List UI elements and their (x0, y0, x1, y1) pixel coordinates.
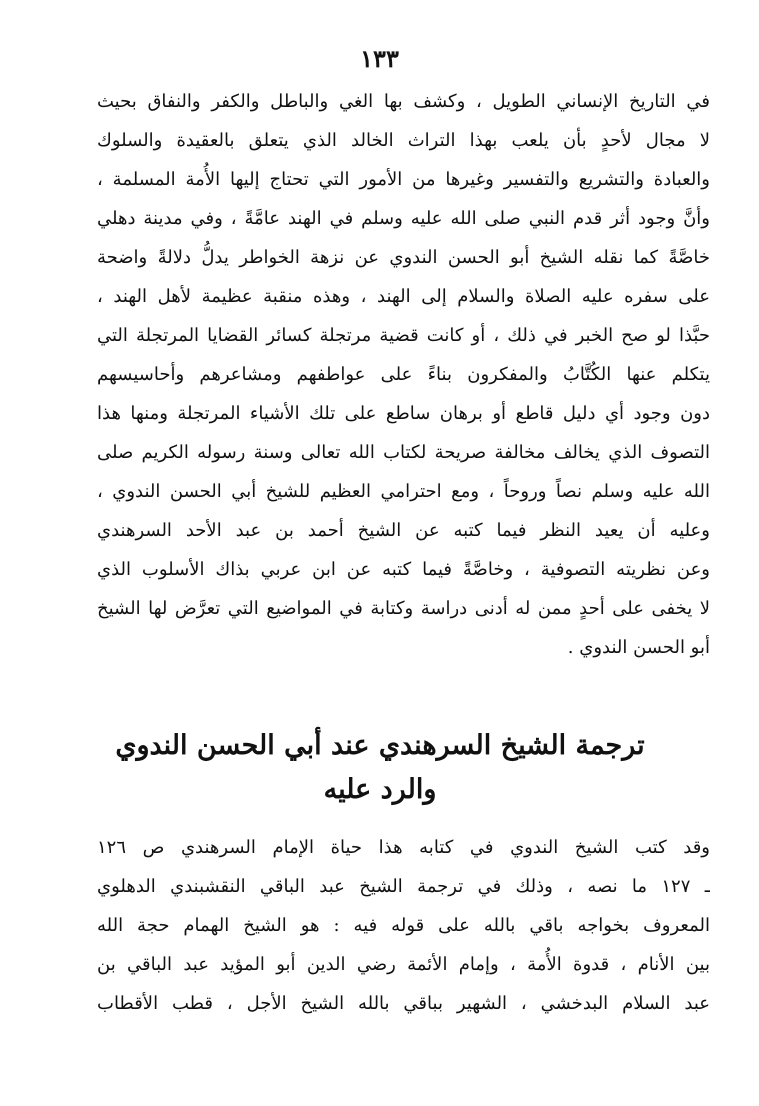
text-line: يتكلم عنها الكُتَّابُ والمفكرون بناءً على عواطفهم ومشاعرهم وأحاسيسهم (97, 364, 710, 385)
text-line: دون وجود أي دليل قاطع أو برهان ساطع على تلك الأشياء المرتجلة ومنها هذا (97, 403, 710, 424)
page-number: ١٣٣ (360, 44, 399, 73)
text-line: وأنَّ وجود أثر قدم النبي صلى الله عليه وسلم في الهند عامَّةً ، وفي مدينة دهلي (97, 208, 710, 229)
text-line: وقد كتب الشيخ الندوي في كتابه هذا حياة الإمام السرهندي ص ١٢٦ (97, 837, 710, 858)
text-line: وعليه أن يعيد النظر فيما كتبه عن الشيخ أحمد بن عبد الأحد السرهندي (97, 520, 710, 541)
section-heading-line-1: ترجمة الشيخ السرهندي عند أبي الحسن الندوي (115, 730, 645, 761)
text-line: في التاريخ الإنساني الطويل ، وكشف بها الغي والباطل والكفر والنفاق بحيث (97, 91, 710, 112)
text-line: لا يخفى على أحدٍ ممن له أدنى دراسة وكتابة في المواضيع التي تعرَّض لها الشيخ (97, 598, 710, 619)
text-line: خاصَّةً كما نقله الشيخ أبو الحسن الندوي عن نزهة الخواطر يدلُّ دلالةً واضحة (97, 247, 710, 268)
text-line: على سفره عليه الصلاة والسلام إلى الهند ، وهذه منقبة عظيمة لأهل الهند ، (97, 286, 710, 307)
text-line: التصوف الذي يخالف مخالفة صريحة لكتاب الله تعالى وسنة رسوله الكريم صلى (97, 442, 710, 463)
text-line: الله عليه وسلم نصاً وروحاً ، ومع احترامي العظيم للشيخ أبي الحسن الندوي ، (97, 481, 710, 502)
paragraph-2 (97, 828, 710, 1023)
text-line: ـ ١٢٧ ما نصه ، وذلك في ترجمة الشيخ عبد الباقي النقشبندي الدهلوي (97, 876, 710, 897)
section-heading-line-2: والرد عليه (323, 774, 437, 805)
text-line: لا مجال لأحدٍ بأن يلعب بهذا التراث الخالد الذي يتعلق بالعقيدة والسلوك (97, 130, 710, 151)
text-line: عبد السلام البدخشي ، الشهير بباقي بالله الشيخ الأجل ، قطب الأقطاب (97, 993, 710, 1014)
paragraph-1 (97, 82, 710, 667)
text-line: وعن نظريته التصوفية ، وخاصَّةً فيما كتبه عن ابن عربي بذاك الأسلوب الذي (97, 559, 710, 580)
text-line: المعروف بخواجه باقي بالله على قوله فيه : هو الشيخ الهمام حجة الله (97, 915, 710, 936)
text-line: أبو الحسن الندوي . (567, 637, 710, 658)
text-line: بين الأنام ، قدوة الأُمة ، وإمام الأئمة رضي الدين أبو المؤيد عبد الباقي بن (97, 954, 710, 975)
text-line: والعبادة والتشريع والتفسير وغيرها من الأمور التي تحتاج إليها الأُمة المسلمة ، (97, 169, 710, 190)
text-line: حبَّذا لو صح الخبر في ذلك ، أو كانت قضية مرتجلة كسائر القضايا المرتجلة التي (97, 325, 710, 346)
